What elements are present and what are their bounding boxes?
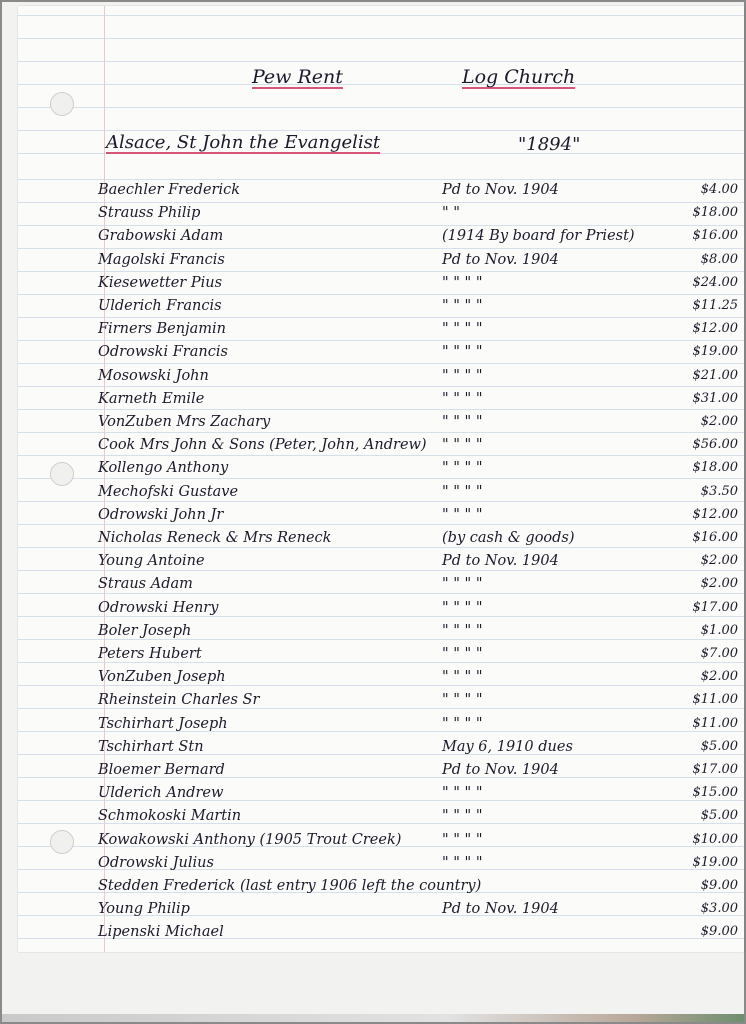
entry-note: " " " " — [442, 692, 483, 709]
entry-name: Odrowski Julius — [98, 854, 214, 871]
ledger-row — [2, 273, 744, 296]
entry-amount: $12.00 — [692, 321, 738, 337]
entry-amount: $2.00 — [700, 669, 738, 685]
entry-note: " " " " — [442, 808, 483, 825]
entry-name: Schmokoski Martin — [98, 808, 242, 825]
entry-note: (by cash & goods) — [442, 530, 575, 546]
ledger-row — [2, 296, 744, 319]
entry-note: Pd to Nov. 1904 — [442, 762, 559, 778]
entry-name: Baechler Frederick — [98, 182, 241, 198]
binder-hole-top-icon — [50, 92, 74, 116]
entry-note: " " " " — [442, 622, 483, 639]
entry-note: " " " " — [442, 321, 483, 338]
entry-amount: $4.00 — [700, 182, 738, 197]
entry-note: " " " " — [442, 483, 483, 500]
entry-name: Kiesewetter Pius — [98, 274, 223, 291]
entry-name: Magolski Francis — [98, 251, 225, 268]
entry-name: Tschirhart Joseph — [98, 715, 228, 732]
entry-name: Mosowski John — [98, 367, 209, 384]
entry-amount: $2.00 — [700, 576, 738, 592]
ledger-row — [2, 621, 744, 644]
entry-name: Cook Mrs John & Sons (Peter, John, Andrew) — [98, 437, 427, 454]
entry-amount: $1.00 — [700, 622, 738, 638]
ledger-row — [2, 714, 744, 737]
entry-amount: $18.00 — [692, 460, 738, 476]
entry-note: " " " " — [442, 414, 483, 430]
entry-name: Mechofski Gustave — [98, 483, 239, 500]
entry-name: Ulderich Francis — [98, 298, 222, 314]
ledger-row — [2, 830, 744, 853]
entry-name: Odrowski Francis — [98, 344, 228, 361]
ledger-row — [2, 644, 744, 667]
entry-amount: $17.00 — [692, 762, 738, 777]
ledger-row — [2, 412, 744, 435]
entry-name: Rheinstein Charles Sr — [98, 692, 260, 709]
entry-name: Kollengo Anthony — [98, 460, 229, 477]
entry-note: " " " " — [442, 785, 483, 802]
ledger-row — [2, 203, 744, 226]
entry-name: Straus Adam — [98, 576, 193, 593]
entry-note: May 6, 1910 dues — [442, 738, 573, 755]
ledger-row — [2, 690, 744, 713]
entry-amount: $31.00 — [692, 390, 738, 406]
entry-name: Boler Joseph — [98, 622, 192, 639]
ledger-row — [2, 458, 744, 481]
entry-name: Nicholas Reneck & Mrs Reneck — [98, 530, 332, 546]
entry-note: Pd to Nov. 1904 — [442, 553, 559, 570]
ledger-row — [2, 737, 744, 760]
entry-name: VonZuben Joseph — [98, 669, 226, 686]
entry-name: Grabowski Adam — [98, 228, 224, 245]
entry-amount: $5.00 — [700, 808, 738, 824]
entry-name: Bloemer Bernard — [98, 762, 225, 778]
ledger-row — [2, 250, 744, 273]
entry-name: Karneth Emile — [98, 390, 205, 407]
ledger-row — [2, 551, 744, 574]
entry-amount: $8.00 — [700, 251, 738, 267]
entry-name: Lipenski Michael — [98, 924, 224, 941]
entry-name: Odrowski John Jr — [98, 506, 224, 523]
entry-amount: $3.50 — [700, 483, 738, 499]
entry-note: " " " " — [442, 599, 483, 616]
entry-amount: $19.00 — [692, 854, 738, 870]
scan-frame — [2, 2, 744, 1022]
entry-amount: $21.00 — [692, 367, 738, 383]
entry-note: " " " " — [442, 576, 483, 593]
entry-note: " " " " — [442, 390, 483, 407]
entry-amount: $11.00 — [692, 692, 738, 708]
entry-amount: $7.00 — [700, 646, 738, 661]
entry-note: Pd to Nov. 1904 — [442, 901, 559, 918]
entry-note: " " " " — [442, 298, 483, 314]
entry-amount: $15.00 — [692, 785, 738, 801]
page-title-log-church: Log Church — [462, 66, 576, 88]
entry-note: " " " " — [442, 506, 483, 523]
ledger-row — [2, 180, 744, 203]
ledger-row — [2, 853, 744, 876]
ledger-row — [2, 760, 744, 783]
ledger-row — [2, 574, 744, 597]
entry-amount: $16.00 — [692, 228, 738, 244]
entry-name: Young Antoine — [98, 553, 205, 570]
entry-amount: $18.00 — [692, 205, 738, 221]
entry-amount: $2.00 — [700, 414, 738, 429]
entry-note: " " " " — [442, 646, 483, 662]
entry-amount: $19.00 — [692, 344, 738, 360]
entry-note: " " " " — [442, 715, 483, 732]
entry-amount: $56.00 — [692, 437, 738, 453]
entry-name: Ulderich Andrew — [98, 785, 224, 802]
entry-name: VonZuben Mrs Zachary — [98, 414, 271, 430]
ledger-row — [2, 389, 744, 412]
ledger-row — [2, 482, 744, 505]
entry-name: Tschirhart Stn — [98, 738, 204, 755]
scan-edge — [2, 1014, 744, 1022]
entry-note: Pd to Nov. 1904 — [442, 251, 559, 268]
ledger-row — [2, 342, 744, 365]
entry-amount: $11.00 — [692, 715, 738, 731]
ledger-row — [2, 366, 744, 389]
entry-amount: $16.00 — [692, 530, 738, 545]
entry-note: " " " " — [442, 437, 483, 454]
ledger-row — [2, 667, 744, 690]
parish-name: Alsace, St John the Evangelist — [106, 132, 381, 153]
entry-amount: $9.00 — [700, 924, 738, 940]
entry-amount: $10.00 — [692, 831, 738, 847]
entry-note: " " " " — [442, 460, 483, 477]
entry-name: Stedden Frederick (last entry 1906 left the country) — [98, 878, 482, 894]
entry-note: " " " " — [442, 669, 483, 686]
entry-note: Pd to Nov. 1904 — [442, 182, 559, 198]
ledger-row — [2, 899, 744, 922]
entry-name: Strauss Philip — [98, 205, 201, 222]
ledger-row — [2, 528, 744, 551]
entry-amount: $9.00 — [700, 878, 738, 893]
ledger-row — [2, 876, 744, 899]
entry-name: Odrowski Henry — [98, 599, 219, 616]
entry-amount: $12.00 — [692, 506, 738, 522]
entry-name: Kowakowski Anthony (1905 Trout Creek) — [98, 831, 402, 848]
entry-amount: $24.00 — [692, 274, 738, 290]
ledger-row — [2, 226, 744, 249]
entry-amount: $2.00 — [700, 553, 738, 569]
entry-amount: $5.00 — [700, 738, 738, 754]
ledger-row — [2, 922, 744, 945]
ledger-row — [2, 806, 744, 829]
entry-note: " " " " — [442, 344, 483, 361]
entry-amount: $11.25 — [692, 298, 738, 313]
entry-note: " " " " — [442, 367, 483, 384]
ledger-row — [2, 505, 744, 528]
entry-name: Young Philip — [98, 901, 190, 918]
entry-note: (1914 By board for Priest) — [442, 228, 635, 245]
ledger-row — [2, 598, 744, 621]
ledger-row — [2, 319, 744, 342]
entry-note: " " " " — [442, 274, 483, 291]
entry-note: " " " " — [442, 854, 483, 871]
entry-note: " " — [442, 205, 460, 222]
entry-name: Firners Benjamin — [98, 321, 226, 338]
entry-amount: $17.00 — [692, 599, 738, 615]
ledger-row — [2, 435, 744, 458]
ledger-row — [2, 783, 744, 806]
ledger-year: "1894" — [518, 134, 581, 155]
entry-amount: $3.00 — [700, 901, 738, 917]
entry-name: Peters Hubert — [98, 646, 202, 662]
entry-note: " " " " — [442, 831, 483, 848]
page-title-pew-rent: Pew Rent — [252, 66, 343, 88]
